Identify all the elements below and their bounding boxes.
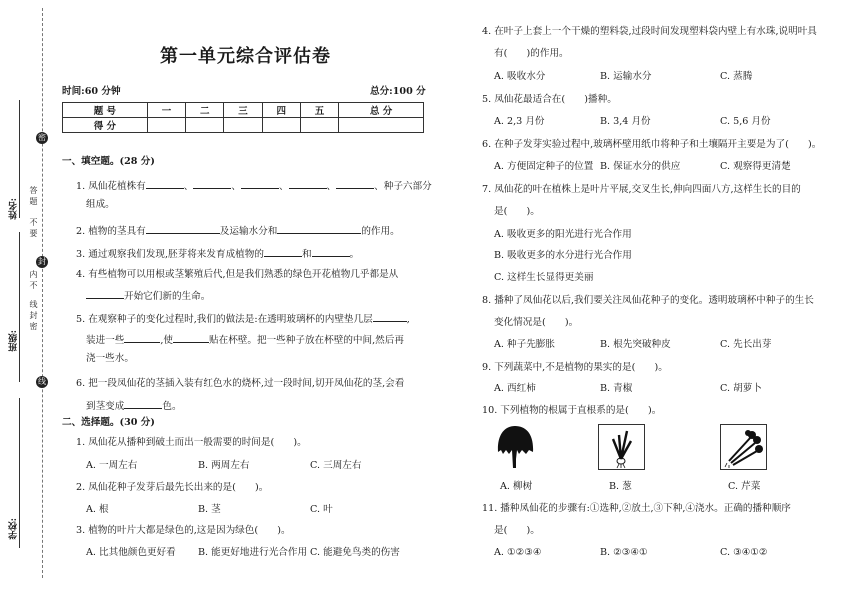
score-cell[interactable] — [262, 118, 300, 133]
answer-blank[interactable] — [289, 178, 327, 189]
score-cell[interactable] — [186, 118, 224, 133]
class-label: 班级: — [9, 330, 19, 352]
question-r11-line-2: 是( )。 — [494, 525, 540, 536]
question-r10: 10. 下列植物的根属于直根系的是( )。 — [482, 405, 662, 416]
question-5-line-2 — [86, 332, 404, 347]
q4-text-tail: 开始它们新的生命。 — [124, 291, 211, 302]
question-4-line-2 — [86, 288, 210, 303]
score-header-cell: 五 — [300, 103, 338, 118]
question-5-line-1 — [76, 311, 410, 326]
name-label: 姓名: — [9, 198, 19, 220]
option[interactable]: B. 两周左右 — [198, 460, 250, 471]
willow-tree-icon — [493, 424, 538, 468]
choice-question-3: 3. 植物的叶片大都是绿色的,这是因为绿色( )。 — [76, 525, 291, 536]
option[interactable]: C. 先长出芽 — [720, 339, 772, 350]
answer-blank[interactable] — [277, 223, 361, 234]
total-score-info: 总分:100 分 — [370, 86, 426, 97]
option[interactable]: A. 种子先膨胀 — [494, 339, 555, 350]
choice-question-2: 2. 凤仙花种子发芽后最先长出来的是( )。 — [76, 482, 269, 493]
score-header-cell: 四 — [262, 103, 300, 118]
q5-text: 5. 在观察种子的变化过程时,我们的做法是:在透明玻璃杯的内壁垫几层 — [76, 314, 373, 325]
q6-text-tail: 色。 — [162, 401, 182, 412]
option[interactable]: B. 青椒 — [600, 383, 633, 394]
section-1-heading: 一、填空题。(28 分) — [62, 156, 155, 167]
seal-mark-xian: 线 — [38, 377, 46, 386]
green-onion-icon — [598, 424, 645, 470]
answer-blank[interactable] — [146, 223, 220, 234]
score-header-cell: 总 分 — [339, 103, 424, 118]
option[interactable]: A. 2,3 月份 — [494, 116, 545, 127]
question-r8-line-1: 8. 播种了凤仙花以后,我们要关注凤仙花种子的变化。透明玻璃杯中种子的生长 — [482, 295, 814, 306]
option[interactable]: B. 葱 — [609, 481, 632, 492]
option[interactable]: C. 芹菜 — [728, 481, 761, 492]
school-label: 学校: — [9, 518, 19, 540]
score-row-label: 得 分 — [63, 118, 148, 133]
answer-blank[interactable] — [124, 398, 162, 409]
q5-comma: , — [406, 314, 410, 325]
score-header-cell: 三 — [224, 103, 262, 118]
answer-blank[interactable] — [193, 178, 231, 189]
option[interactable]: C. 胡萝卜 — [720, 383, 762, 394]
question-2 — [76, 223, 400, 238]
score-cell[interactable] — [300, 118, 338, 133]
answer-blank[interactable] — [264, 246, 302, 257]
score-cell[interactable] — [147, 118, 185, 133]
page-title: 第一单元综合评估卷 — [160, 46, 331, 67]
question-r4-line-2: 有( )的作用。 — [494, 48, 569, 59]
score-table-score-row — [63, 118, 424, 133]
option[interactable]: A. ①②③④ — [494, 547, 542, 558]
warning-text-1: 答题 — [29, 186, 38, 208]
warning-text-3: 内不 — [29, 270, 38, 292]
q1-separator: 、 — [231, 181, 241, 192]
q5-text-b: 装进一些 — [86, 335, 125, 346]
section-2-heading: 二、选择题。(30 分) — [62, 417, 155, 428]
binding-margin — [0, 0, 60, 589]
question-3 — [76, 246, 359, 261]
score-table-header-row — [63, 103, 424, 118]
q3-text-mid: 和 — [301, 249, 312, 260]
question-r4-line-1: 4. 在叶子上套上一个干燥的塑料袋,过段时间发现塑料袋内壁上有水珠,说明叶具 — [482, 26, 817, 37]
option[interactable]: A. 一周左右 — [86, 460, 138, 471]
question-r7-line-2: 是( )。 — [494, 206, 540, 217]
option[interactable]: B. 3,4 月份 — [600, 116, 651, 127]
option[interactable]: A. 吸收水分 — [494, 71, 546, 82]
option[interactable]: C. 三周左右 — [310, 460, 362, 471]
score-header-cell: 题 号 — [63, 103, 148, 118]
question-r5: 5. 凤仙花最适合在( )播种。 — [482, 94, 617, 105]
option[interactable]: B. 保证水分的供应 — [600, 161, 681, 172]
q3-text: 3. 通过观察我们发现,胚芽将来发育成植物的 — [76, 249, 264, 260]
option[interactable]: C. 5,6 月份 — [720, 116, 771, 127]
answer-blank[interactable] — [312, 246, 350, 257]
option[interactable]: B. 根先突破种皮 — [600, 339, 671, 350]
option[interactable]: C. ③④①② — [720, 547, 768, 558]
q5-text-d: 贴在杯壁。把一些种子放在杯壁的中间,然后再 — [209, 335, 404, 346]
option[interactable]: A. 方便固定种子的位置 — [494, 161, 594, 172]
question-1-line-1 — [76, 178, 432, 193]
option[interactable]: C. 观察得更清楚 — [720, 161, 791, 172]
answer-blank[interactable] — [373, 311, 407, 322]
question-6-line-2 — [86, 398, 182, 413]
choice-question-1: 1. 凤仙花从播种到破土而出一般需要的时间是( )。 — [76, 437, 307, 448]
answer-blank[interactable] — [124, 332, 160, 343]
seal-mark-mi: 密 — [38, 133, 46, 142]
option[interactable]: B. 运输水分 — [600, 71, 652, 82]
q1-text-tail: 、种子六部分 — [374, 181, 432, 192]
warning-text-2: 不要 — [29, 218, 38, 240]
option[interactable]: A. 柳树 — [500, 481, 533, 492]
option[interactable]: C. 能避免鸟类的伤害 — [310, 547, 400, 558]
option[interactable]: C. 这样生长显得更美丽 — [494, 272, 594, 283]
question-r8-line-2: 变化情况是( )。 — [494, 317, 579, 328]
question-r6: 6. 在种子发芽实验过程中,玻璃杯壁用纸巾将种子和土壤隔开主要是为了( )。 — [482, 139, 822, 150]
option[interactable]: B. 能更好地进行光合作用 — [198, 547, 308, 558]
q2-text-tail: 的作用。 — [361, 226, 400, 237]
q3-text-tail: 。 — [349, 249, 360, 260]
score-cell[interactable] — [339, 118, 424, 133]
question-r11-line-1: 11. 播种凤仙花的步骤有:①选种,②放土,③下种,④浇水。正确的播种顺序 — [482, 503, 791, 514]
answer-blank[interactable] — [146, 178, 184, 189]
option[interactable]: A. 西红柿 — [494, 383, 536, 394]
seal-mark-feng: 封 — [38, 257, 46, 266]
q2-text-mid: 及运输水分和 — [219, 226, 278, 237]
option[interactable]: B. ②③④① — [600, 547, 648, 558]
question-1-line-2: 组成。 — [86, 199, 115, 210]
warning-text-4: 线封密 — [29, 300, 38, 333]
score-cell[interactable] — [224, 118, 262, 133]
option[interactable]: A. 根 — [86, 504, 109, 515]
option[interactable]: A. 比其他颜色更好看 — [86, 547, 176, 558]
answer-blank[interactable] — [86, 288, 124, 299]
q2-text: 2. 植物的茎具有 — [76, 226, 146, 237]
seal-line — [42, 8, 43, 578]
q1-separator: 、 — [278, 181, 289, 192]
option[interactable]: A. 吸收更多的阳光进行光合作用 — [494, 229, 632, 240]
q1-separator: 、 — [326, 181, 337, 192]
answer-blank[interactable] — [173, 332, 209, 343]
score-table — [62, 102, 424, 133]
question-5-line-3: 浇一些水。 — [86, 353, 134, 364]
question-6-line-1: 6. 把一段凤仙花的茎插入装有红色水的烧杯,过一段时间,切开凤仙花的茎,会看 — [76, 378, 405, 389]
score-header-cell: 二 — [186, 103, 224, 118]
option[interactable]: B. 茎 — [198, 504, 221, 515]
answer-blank[interactable] — [336, 178, 374, 189]
option[interactable]: C. 叶 — [310, 504, 333, 515]
score-header-cell: 一 — [147, 103, 185, 118]
option[interactable]: B. 吸收更多的水分进行光合作用 — [494, 250, 632, 261]
option[interactable]: C. 蒸腾 — [720, 71, 753, 82]
q6-text: 到茎变成 — [86, 401, 125, 412]
q1-text: 1. 凤仙花植株有 — [76, 181, 146, 192]
time-info: 时间:60 分钟 — [62, 86, 121, 97]
class-underline — [19, 232, 20, 382]
answer-blank[interactable] — [241, 178, 279, 189]
question-r7-line-1: 7. 凤仙花的叶在植株上是叶片平展,交叉生长,伸向四面八方,这样生长的目的 — [482, 184, 801, 195]
question-4-line-1: 4. 有些植物可以用根或茎繁殖后代,但是我们熟悉的绿色开花植物几乎都是从 — [76, 269, 399, 280]
question-r9: 9. 下列蔬菜中,不是植物的果实的是( )。 — [482, 362, 668, 373]
q1-separator: 、 — [183, 181, 194, 192]
celery-icon — [720, 424, 767, 470]
q5-text-c: ,使 — [160, 335, 174, 346]
